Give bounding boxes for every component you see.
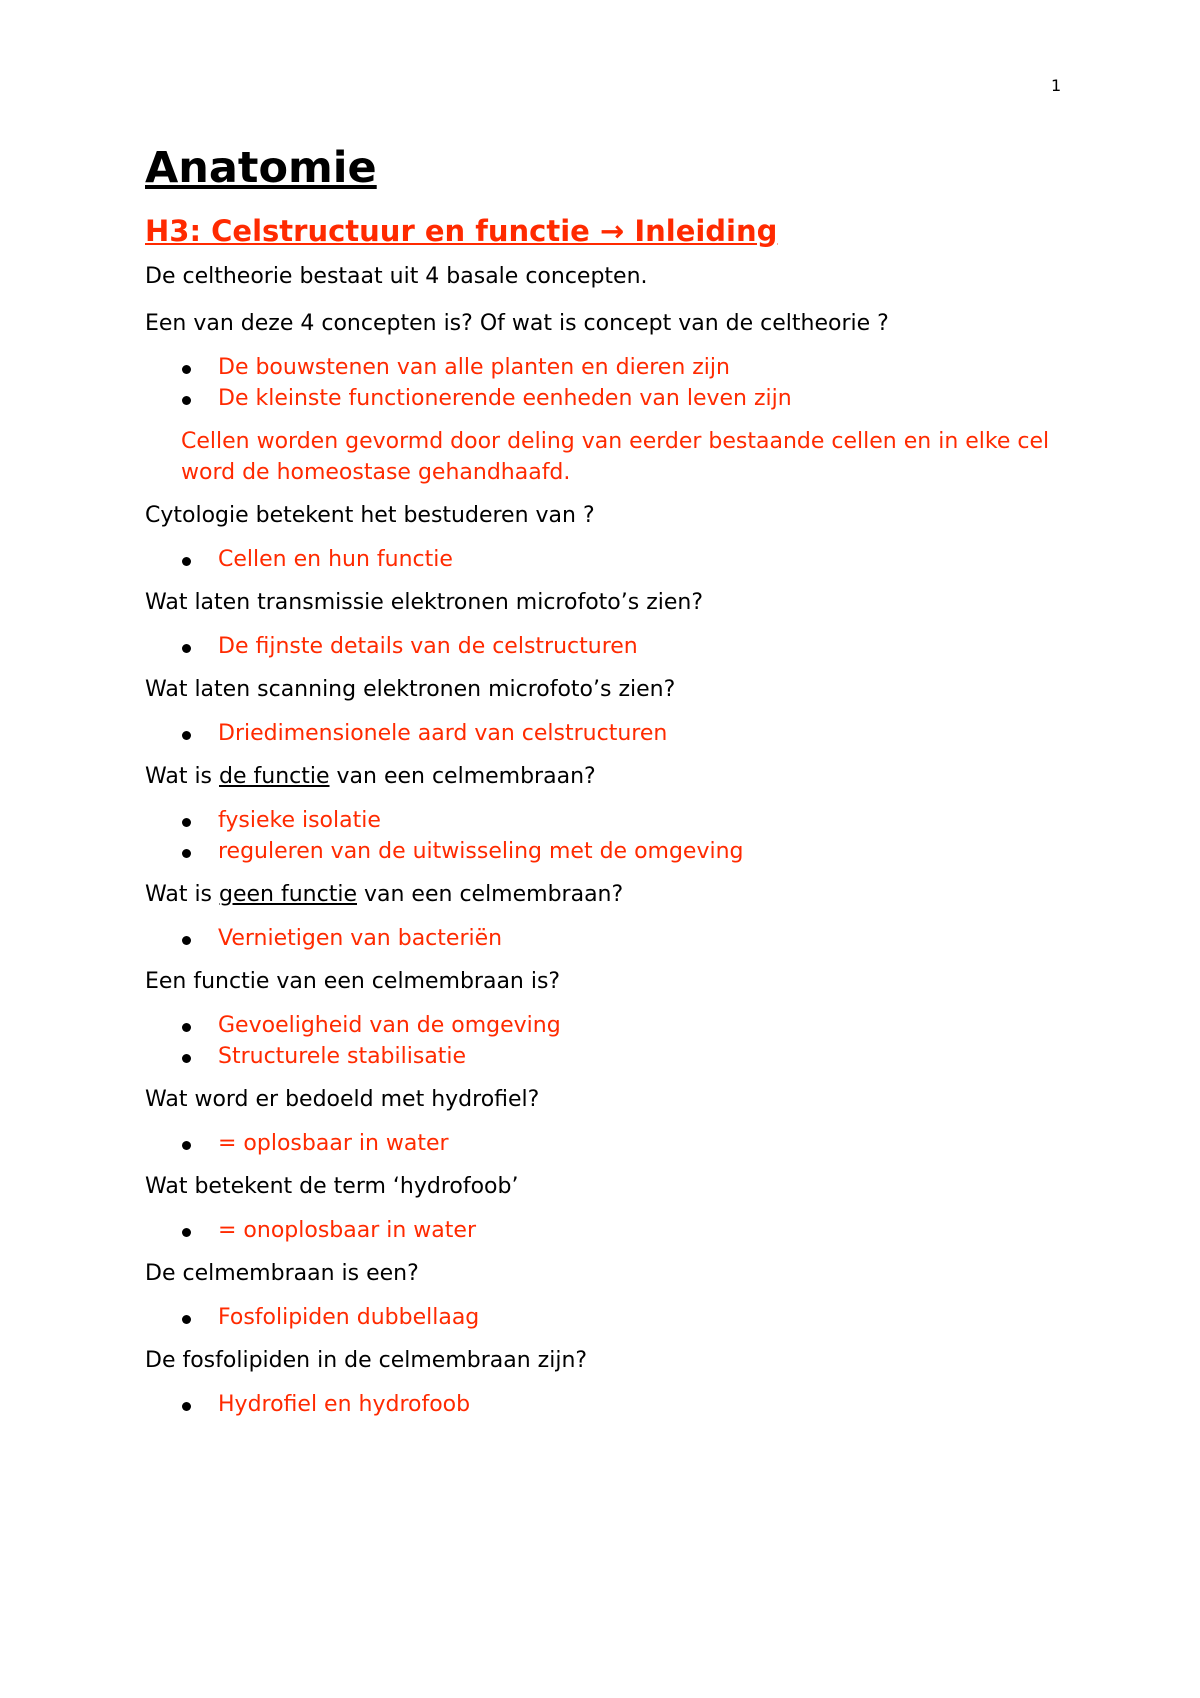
question-10: De celmembraan is een? — [145, 1261, 419, 1286]
underlined-term: geen functie — [219, 882, 357, 907]
list-item: Structurele stabilisatie — [145, 1041, 1075, 1072]
list-item: Hydrofiel en hydrofoob — [145, 1389, 1075, 1420]
question-2: Cytologie betekent het bestuderen van ? — [145, 503, 595, 528]
underlined-term: de functie — [219, 764, 330, 789]
list-item: Driedimensionele aard van celstructuren — [145, 718, 1075, 749]
question-1: Een van deze 4 concepten is? Of wat is concept van de celtheorie ? — [145, 311, 889, 336]
question-8: Wat word er bedoeld met hydrofiel? — [145, 1087, 540, 1112]
bullet-icon — [182, 365, 191, 374]
bullet-icon — [182, 644, 191, 653]
list-item: = oplosbaar in water — [145, 1128, 1075, 1159]
answer-list-10 — [145, 1302, 1075, 1333]
answer-paragraph-1: Cellen worden gevormd door deling van eerder bestaande cellen en in elke cel word de homeostase gehandhaafd. — [181, 429, 1050, 485]
intro-text: De celtheorie bestaat uit 4 basale concepten. — [145, 264, 648, 289]
list-item: reguleren van de uitwisseling met de omgeving — [145, 836, 1075, 867]
question-7: Een functie van een celmembraan is? — [145, 969, 561, 994]
answer-list-3 — [145, 631, 1075, 662]
answer-list-5 — [145, 805, 1075, 867]
list-item: Fosfolipiden dubbellaag — [145, 1302, 1075, 1333]
answer-list-1 — [145, 352, 1075, 414]
question-4: Wat laten scanning elektronen microfoto’s zien? — [145, 677, 676, 702]
bullet-icon — [182, 936, 191, 945]
answer-list-9 — [145, 1215, 1075, 1246]
question-3: Wat laten transmissie elektronen microfoto’s zien? — [145, 590, 704, 615]
list-item: Vernietigen van bacteriën — [145, 923, 1075, 954]
question-6: Wat is geen functie van een celmembraan? — [145, 882, 624, 907]
list-item: fysieke isolatie — [145, 805, 1075, 836]
answer-list-6 — [145, 923, 1075, 954]
bullet-icon — [182, 1023, 191, 1032]
document-body — [145, 140, 1075, 1420]
question-11: De fosfolipiden in de celmembraan zijn? — [145, 1348, 588, 1373]
bullet-icon — [182, 1315, 191, 1324]
section-heading: H3: Celstructuur en functie → Inleiding — [145, 214, 778, 248]
bullet-icon — [182, 1141, 191, 1150]
question-9: Wat betekent de term ‘hydrofoob’ — [145, 1174, 519, 1199]
bullet-icon — [182, 1402, 191, 1411]
bullet-icon — [182, 396, 191, 405]
list-item: De fijnste details van de celstructuren — [145, 631, 1075, 662]
bullet-icon — [182, 849, 191, 858]
answer-list-11 — [145, 1389, 1075, 1420]
list-item: De kleinste functionerende eenheden van leven zijn — [145, 383, 1075, 414]
list-item: De bouwstenen van alle planten en dieren zijn — [145, 352, 1075, 383]
bullet-icon — [182, 557, 191, 566]
answer-list-8 — [145, 1128, 1075, 1159]
list-item: Cellen en hun functie — [145, 544, 1075, 575]
bullet-icon — [182, 818, 191, 827]
list-item: Gevoeligheid van de omgeving — [145, 1010, 1075, 1041]
answer-list-2 — [145, 544, 1075, 575]
document-title: Anatomie — [145, 143, 377, 193]
list-item: = onoplosbaar in water — [145, 1215, 1075, 1246]
answer-list-7 — [145, 1010, 1075, 1072]
page-number: 1 — [1051, 76, 1062, 95]
question-5: Wat is de functie van een celmembraan? — [145, 764, 596, 789]
answer-list-4 — [145, 718, 1075, 749]
bullet-icon — [182, 1054, 191, 1063]
bullet-icon — [182, 731, 191, 740]
bullet-icon — [182, 1228, 191, 1237]
